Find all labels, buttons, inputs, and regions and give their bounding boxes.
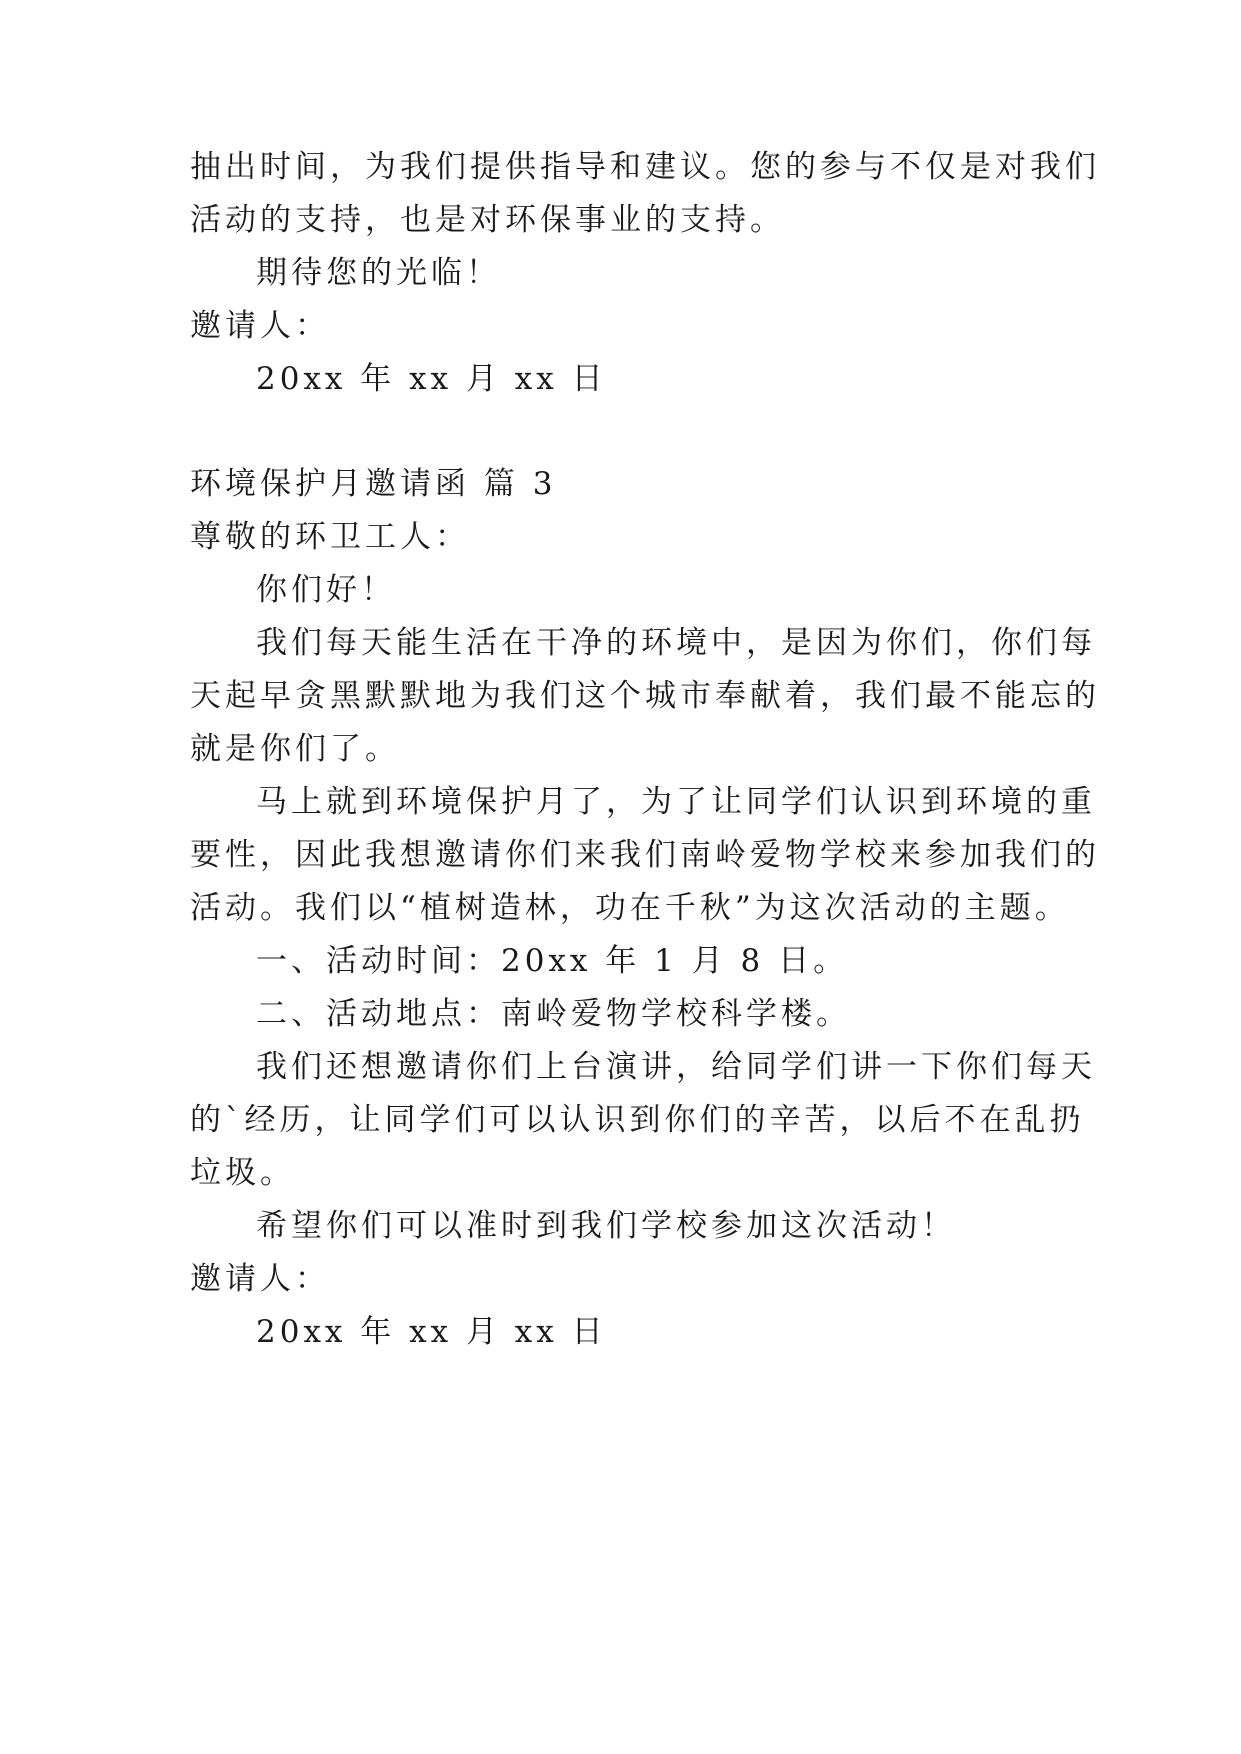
list-item: 二、活动地点：南岭爱物学校科学楼。: [256, 996, 851, 1032]
paragraph-line: 马上就到环境保护月了，为了让同学们认识到环境的重: [256, 784, 1096, 820]
paragraph-line: 就是你们了。: [190, 731, 400, 767]
paragraph-line: 的`经历，让同学们可以认识到你们的辛苦，以后不在乱扔: [190, 1102, 1085, 1138]
inviter-label: 邀请人：: [190, 308, 330, 344]
inviter-label: 邀请人：: [190, 1261, 330, 1297]
date-line: 20xx 年 xx 月 xx 日: [256, 1314, 607, 1350]
paragraph-line: 天起早贪黑默默地为我们这个城市奉献着，我们最不能忘的: [190, 678, 1100, 714]
paragraph-line: 活动的支持，也是对环保事业的支持。: [190, 202, 785, 238]
section-title: 环境保护月邀请函 篇 3: [190, 466, 557, 502]
paragraph-line: 垃圾。: [190, 1155, 295, 1191]
paragraph-line: 希望你们可以准时到我们学校参加这次活动！: [256, 1208, 956, 1244]
paragraph-line: 我们每天能生活在干净的环境中，是因为你们，你们每: [256, 625, 1096, 661]
date-line: 20xx 年 xx 月 xx 日: [256, 361, 607, 397]
paragraph-line: 要性，因此我想邀请你们来我们南岭爱物学校来参加我们的: [190, 837, 1100, 873]
paragraph-line: 我们还想邀请你们上台演讲，给同学们讲一下你们每天: [256, 1049, 1096, 1085]
closing-line: 期待您的光临！: [256, 255, 501, 291]
list-item: 一、活动时间：20xx 年 1 月 8 日。: [256, 943, 849, 979]
paragraph-line: 活动。我们以“植树造林，功在千秋”为这次活动的主题。: [190, 890, 1070, 926]
greeting: 你们好！: [256, 572, 396, 608]
paragraph-line: 抽出时间，为我们提供指导和建议。您的参与不仅是对我们: [190, 149, 1100, 185]
salutation: 尊敬的环卫工人：: [190, 519, 470, 555]
